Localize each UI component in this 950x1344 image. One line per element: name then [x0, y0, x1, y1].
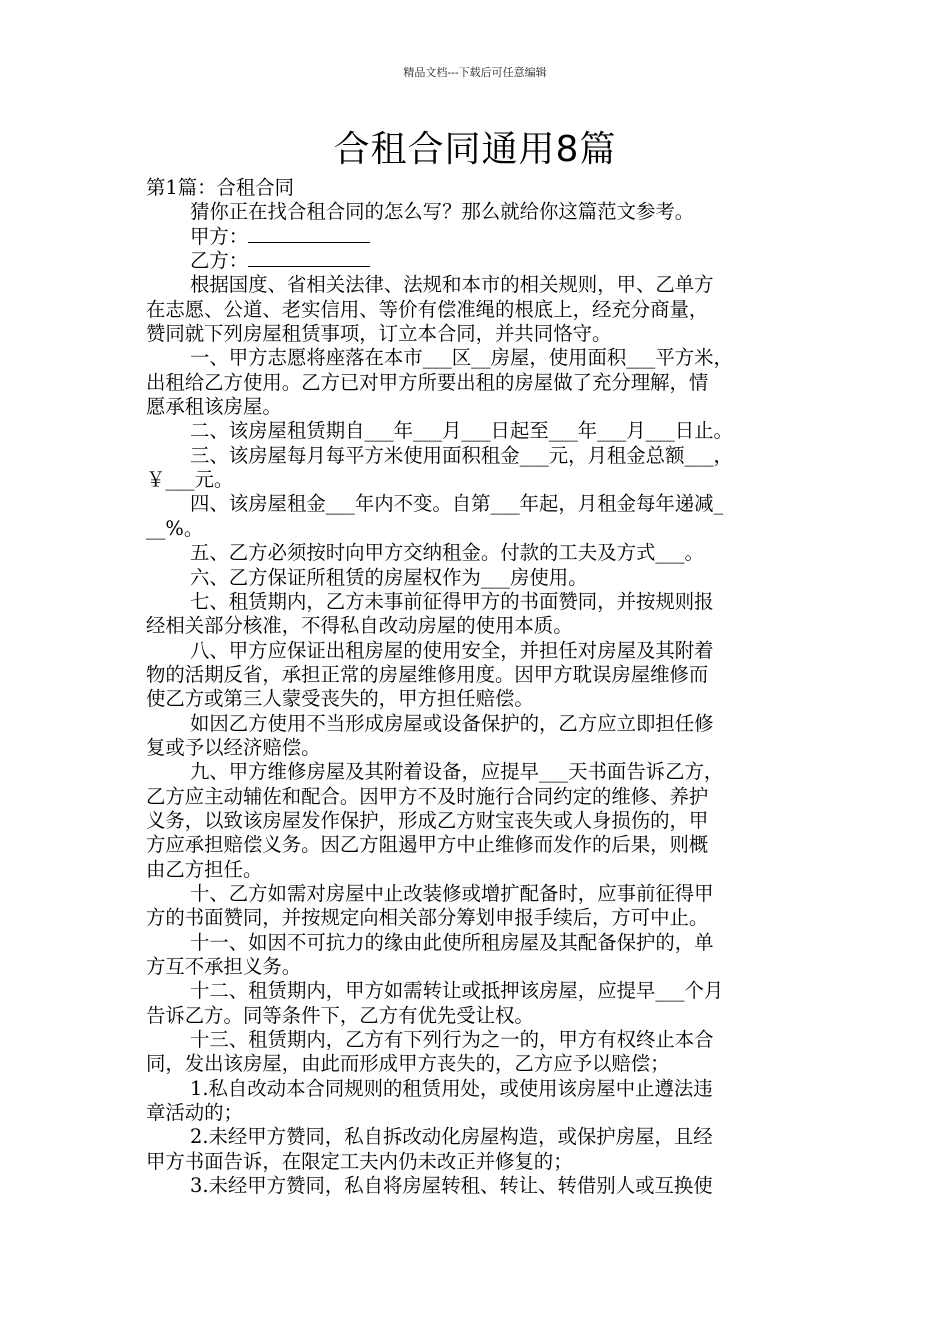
document-line-text: 复或予以经济赔偿。 [146, 735, 321, 759]
document-line-text: 方的书面赞同，并按规定向相关部分筹划申报手续后，方可中止。 [146, 906, 709, 930]
document-line [146, 736, 810, 760]
document-line [146, 1077, 810, 1101]
document-line-text: 使乙方或第三人蒙受丧失的，甲方担任赔偿。 [146, 687, 534, 711]
document-line-text: 章活动的； [146, 1101, 243, 1125]
document-line [146, 468, 810, 492]
document-line-text: 同，发出该房屋，由此而形成甲方丧失的，乙方应予以赔偿； [146, 1052, 670, 1076]
document-line-text: ￥___元。 [146, 468, 234, 492]
document-line [146, 614, 810, 638]
document-line [146, 785, 810, 809]
document-line [146, 298, 810, 322]
document-line [146, 809, 810, 833]
document-line-text: 六、乙方保证所租赁的房屋权作为___房使用。 [190, 565, 588, 589]
document-line [146, 760, 810, 784]
document-line-text: 十一、如因不可抗力的缘由此使所租房屋及其配备保护的，单 [190, 930, 714, 954]
signature-blank-line [248, 251, 370, 267]
document-line [146, 371, 810, 395]
document-line-text: 一、甲方志愿将座落在本市___区__房屋，使用面积___平方米， [190, 346, 733, 370]
document-line-text: 如因乙方使用不当形成房屋或设备保护的，乙方应立即担任修 [190, 711, 714, 735]
document-line-text: 赞同就下列房屋租赁事项，订立本合同，并共同恪守。 [146, 322, 612, 346]
document-line [146, 346, 810, 370]
document-line [146, 1174, 810, 1198]
document-line [146, 931, 810, 955]
document-line-text: 1.私自改动本合同规则的租赁用处，或使用该房屋中止遵法违 [190, 1076, 713, 1100]
document-line-text: 2.未经甲方赞同，私自拆改动化房屋构造，或保护房屋，且经 [190, 1125, 713, 1149]
document-line [146, 1150, 810, 1174]
document-line-text: 出租给乙方使用。乙方已对甲方所要出租的房屋做了充分理解，情 [146, 370, 709, 394]
document-line [146, 541, 810, 565]
document-line-text: 愿承租该房屋。 [146, 395, 282, 419]
header-note: 精品文档---下载后可任意编辑 [403, 66, 547, 79]
document-line-text: 十三、租赁期内，乙方有下列行为之一的，甲方有权终止本合 [190, 1028, 714, 1052]
document-line-text: 在志愿、公道、老实信用、等价有偿准绳的根底上，经充分商量， [146, 297, 709, 321]
document-line-text: 由乙方担任。 [146, 857, 263, 881]
document-title: 合租合同通用8篇 [333, 129, 617, 170]
document-line-text: 义务，以致该房屋发作保护，形成乙方财宝丧失或人身损伤的，甲 [146, 808, 709, 832]
document-line-text: 五、乙方必须按时向甲方交纳租金。付款的工夫及方式___。 [190, 541, 704, 565]
document-line [146, 225, 810, 249]
document-line [146, 712, 810, 736]
document-line-text: 三、该房屋每月每平方米使用面积租金___元，月租金总额___， [190, 443, 733, 467]
document-line [146, 444, 810, 468]
document-line-text: 经相关部分核准，不得私自改动房屋的使用本质。 [146, 614, 573, 638]
document-line-text: 告诉乙方。同等条件下，乙方有优先受让权。 [146, 1003, 534, 1027]
document-line-text: 甲方书面告诉，在限定工夫内仍未改正并修复的； [146, 1149, 573, 1173]
document-line [146, 200, 810, 224]
document-line [146, 566, 810, 590]
document-line-text: 九、甲方维修房屋及其附着设备，应提早___天书面告诉乙方， [190, 760, 724, 784]
document-line [146, 663, 810, 687]
document-body [146, 176, 810, 1198]
document-line [146, 419, 810, 443]
document-line-text: 八、甲方应保证出租房屋的使用安全，并担任对房屋及其附着 [190, 638, 714, 662]
document-line-text: 四、该房屋租金___年内不变。自第___年起，月租金每年递减_ [190, 492, 724, 516]
document-line [146, 1052, 810, 1076]
document-line-text: 方应承担赔偿义务。因乙方阻遏甲方中止维修而发作的后果，则概 [146, 833, 709, 857]
document-line [146, 249, 810, 273]
document-line-text: 根据国度、省相关法律、法规和本市的相关规则，甲、乙单方 [190, 273, 714, 297]
document-line-text: 第1篇：合租合同 [146, 176, 295, 199]
document-line-text: 猜你正在找合租合同的怎么写？那么就给你这篇范文参考。 [190, 200, 695, 224]
document-line-text: 二、该房屋租赁期自___年___月___日起至___年___月___日止。 [190, 419, 733, 443]
document-line [146, 492, 810, 516]
document-line [146, 273, 810, 297]
document-line-text: 乙方： [190, 249, 249, 273]
document-line [146, 687, 810, 711]
document-line [146, 1125, 810, 1149]
document-line [146, 590, 810, 614]
document-line [146, 176, 810, 200]
document-line-text: 乙方应主动辅佐和配合。因甲方不及时施行合同约定的维修、养护 [146, 784, 709, 808]
document-line [146, 955, 810, 979]
document-line [146, 517, 810, 541]
document-line-text: 十、乙方如需对房屋中止改装修或增扩配备时，应事前征得甲 [190, 881, 714, 905]
document-line [146, 906, 810, 930]
document-line-text: 七、租赁期内，乙方未事前征得甲方的书面赞同，并按规则报 [190, 589, 714, 613]
document-line [146, 1004, 810, 1028]
document-line [146, 395, 810, 419]
document-line [146, 979, 810, 1003]
document-line [146, 322, 810, 346]
document-line [146, 639, 810, 663]
document-line [146, 858, 810, 882]
document-line-text: __%。 [146, 516, 204, 540]
document-line-text: 甲方： [190, 224, 249, 248]
signature-blank-line [248, 227, 370, 243]
document-line [146, 882, 810, 906]
document-line-text: 方互不承担义务。 [146, 955, 302, 978]
document-line-text: 物的活期反省，承担正常的房屋维修用度。因甲方耽误房屋维修而 [146, 662, 709, 686]
document-line [146, 1101, 810, 1125]
document-line-text: 十二、租赁期内，甲方如需转让或抵押该房屋，应提早___个月 [190, 979, 724, 1003]
document-line [146, 833, 810, 857]
document-line-text: 3.未经甲方赞同，私自将房屋转租、转让、转借别人或互换使 [190, 1174, 713, 1198]
document-line [146, 1028, 810, 1052]
